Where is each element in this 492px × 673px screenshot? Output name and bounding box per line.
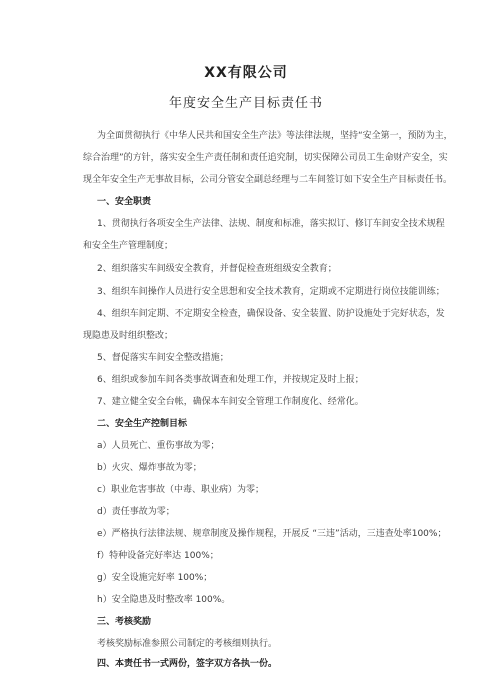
intro-line-1: 为全面贯彻执行《中华人民共和国安全生产法》等法律法规，坚持“安全第一，预防为主，: [97, 131, 453, 141]
duty-item-3: 3、组织车间操作人员进行安全思想和安全技术教育，定期或不定期进行岗位技能训练；: [97, 287, 445, 297]
duty-item-4-cont: 现隐患及时组织整改；: [83, 331, 174, 341]
target-item-d: d）责任事故为零；: [97, 507, 175, 517]
target-item-f: f）特种设备完好率达 100%；: [97, 551, 219, 561]
section-3-heading: 三、考核奖励: [97, 617, 152, 627]
target-item-b: b）火灾、爆炸事故为零；: [97, 463, 202, 473]
target-item-g: g）安全设施完好率 100%；: [97, 573, 213, 583]
final-clause: 四、本责任书一式两份，签字双方各执一份。: [97, 659, 278, 669]
section-3-text: 考核奖励标准参照公司制定的考核细则执行。: [97, 639, 278, 649]
target-item-e: e）严格执行法律法规、规章制度及操作规程，开展反 “三违”活动，三违查处率100%；: [97, 529, 447, 539]
document-title: 年度安全生产目标责任书: [168, 96, 323, 111]
duty-item-2: 2、组织落实车间级安全教育，并督促检查班组级安全教育；: [97, 264, 337, 274]
intro-line-3: 现全年安全生产无事故目标，公司分管安全副总经理与二车间签订如下安全生产目标责任书。: [83, 175, 453, 185]
intro-line-2: 综合治理”的方针，落实安全生产责任制和责任追究制，切实保障公司员工生命财产安全，实: [83, 153, 448, 163]
section-1-heading: 一、安全职责: [97, 197, 152, 207]
target-item-c: c）职业危害事故（中毒、职业病）为零；: [97, 485, 264, 495]
duty-item-1-cont: 和安全生产管理制度；: [83, 241, 174, 251]
duty-item-5: 5、督促落实车间安全整改措施；: [97, 353, 229, 363]
duty-item-4: 4、组织车间定期、不定期安全检查，确保设备、安全装置、防护设施处于完好状态，发: [97, 309, 445, 319]
target-item-a: a）人员死亡、重伤事故为零；: [97, 441, 220, 451]
section-2-heading: 二、安全生产控制目标: [97, 419, 188, 429]
duty-item-7: 7、建立健全安全台帐，确保本车间安全管理工作制度化、经常化。: [97, 397, 364, 407]
target-item-h: h）安全隐患及时整改率 100%。: [97, 595, 231, 605]
company-name: XX有限公司: [204, 65, 288, 81]
duty-item-6: 6、组织或参加车间各类事故调查和处理工作，并按规定及时上报；: [97, 375, 364, 385]
duty-item-1: 1、贯彻执行各项安全生产法律、法规、制度和标准，落实拟订、修订车间安全技术规程: [97, 219, 445, 229]
